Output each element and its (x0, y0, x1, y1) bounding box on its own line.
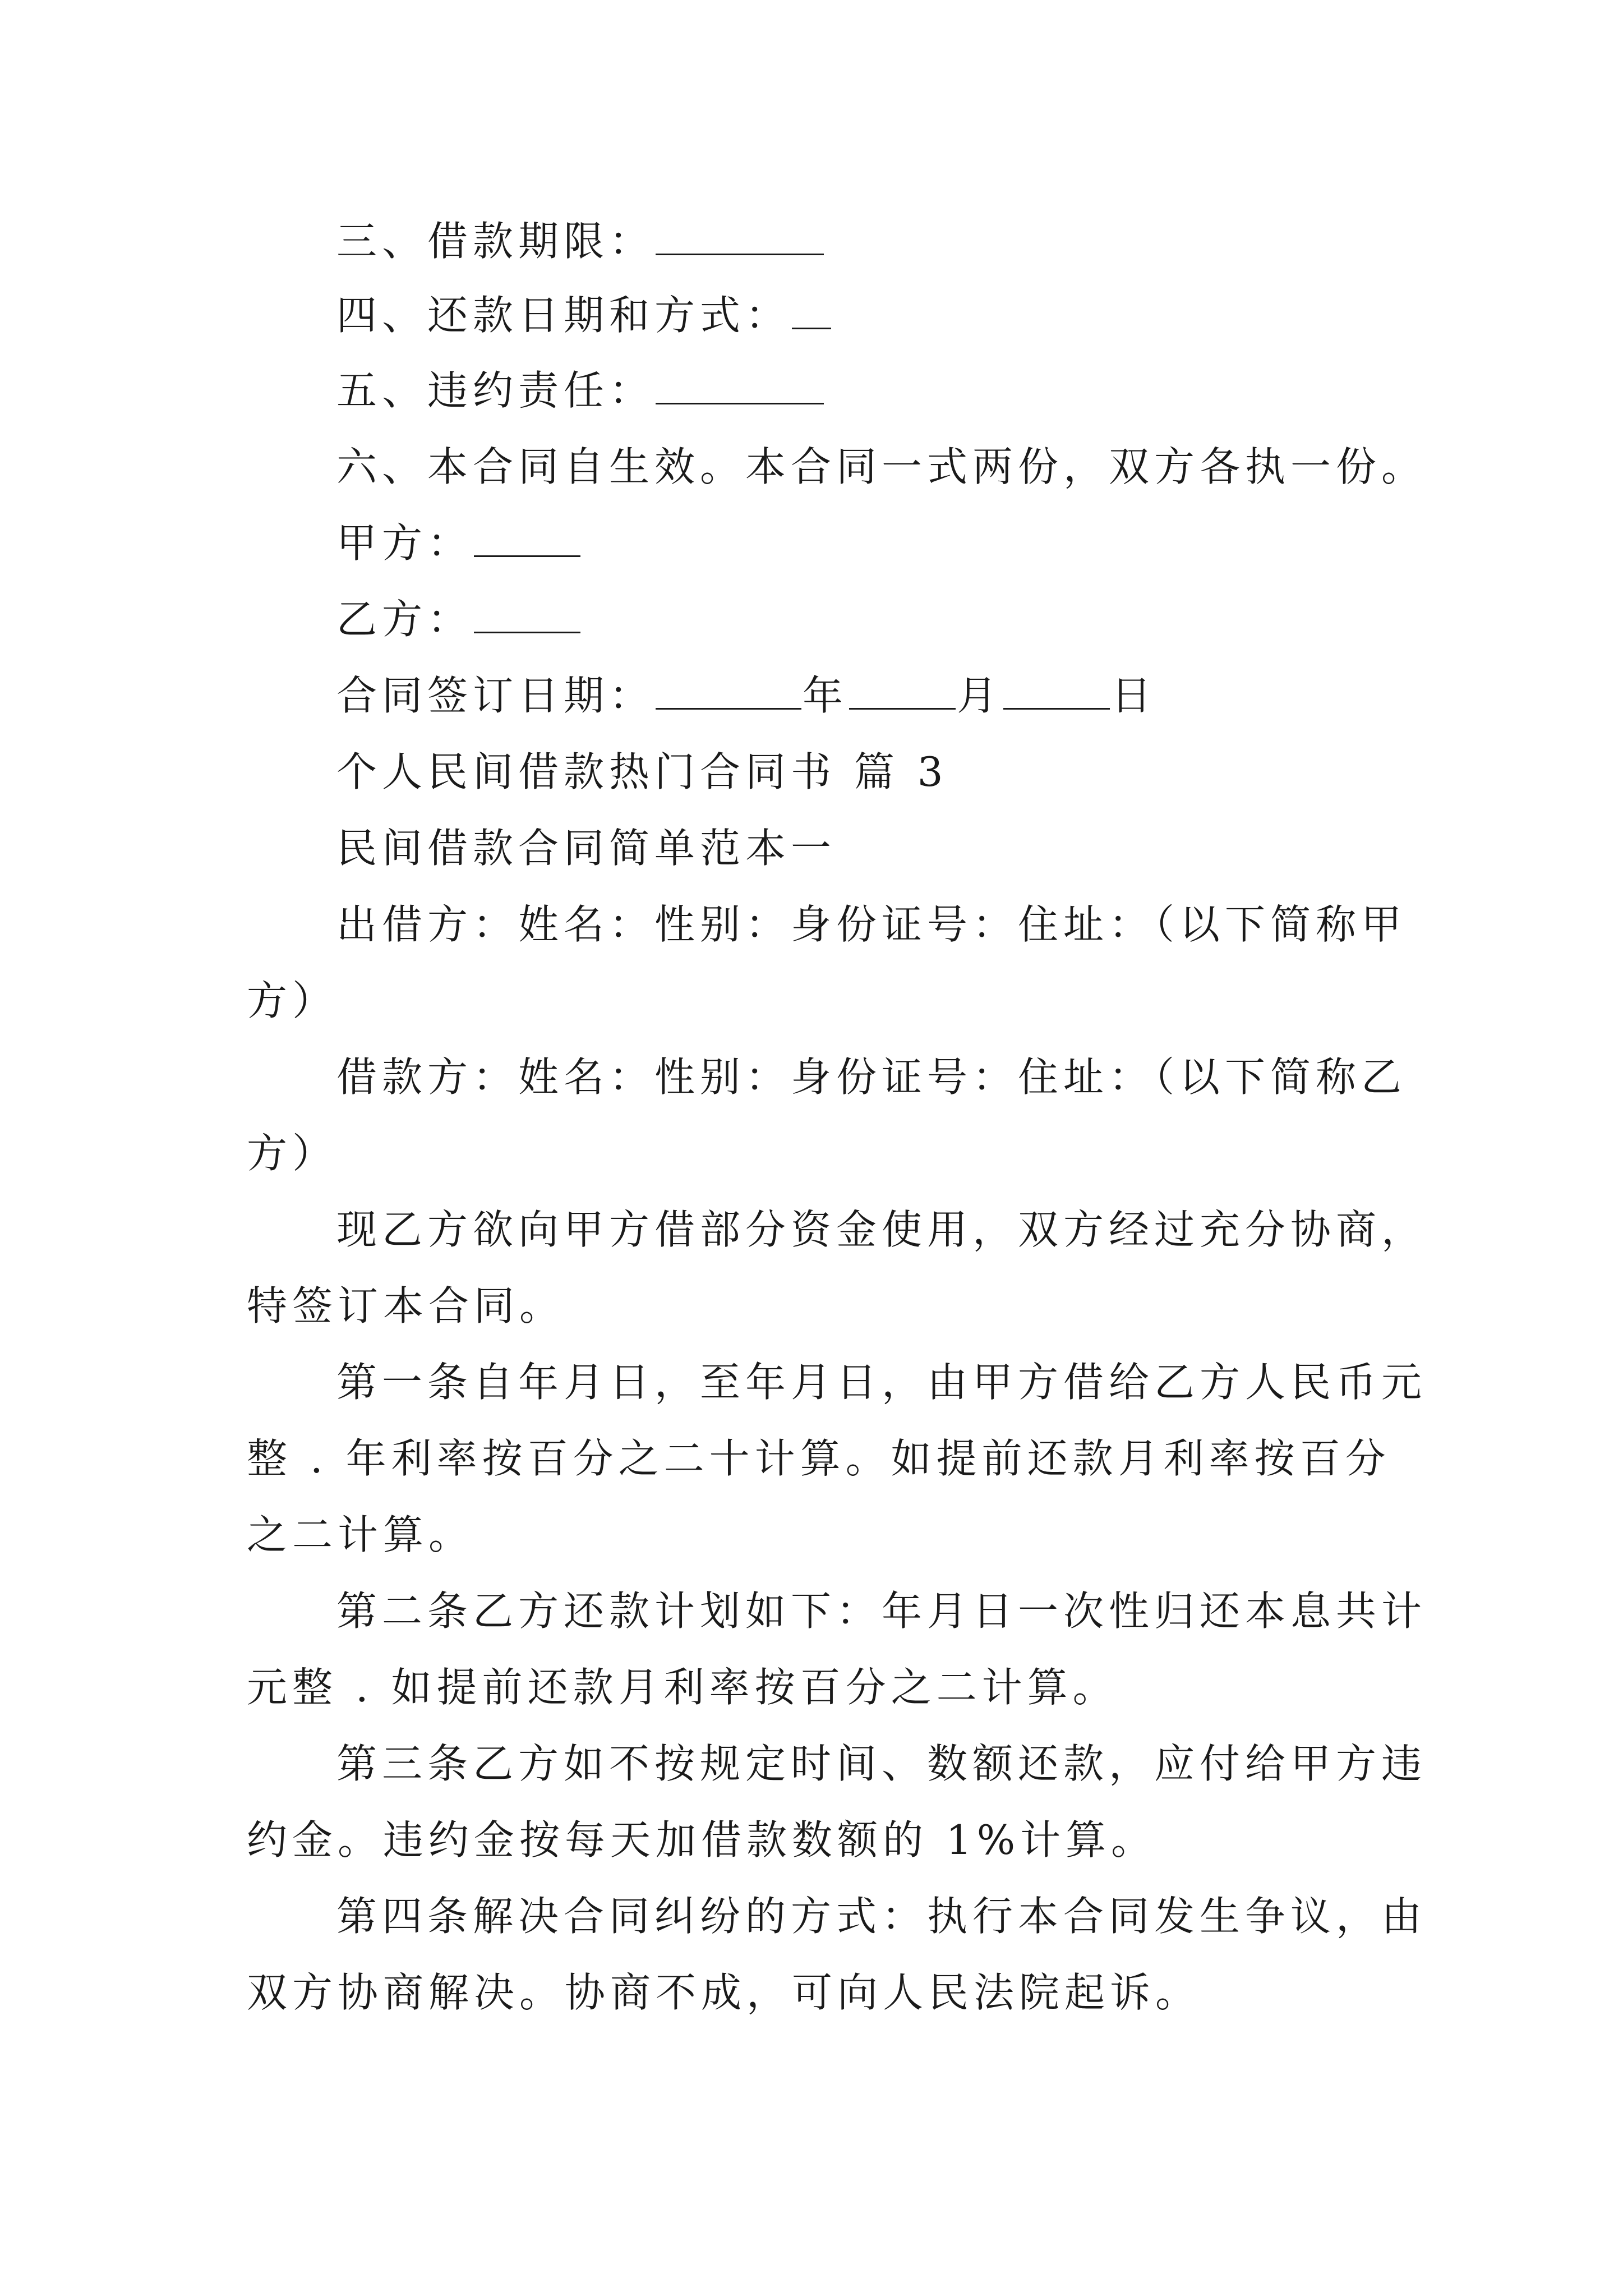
lender-line-1: 出借方：姓名：性别：身份证号：住址：（以下简称甲 (336, 901, 1407, 948)
party-b-label: 乙方： (336, 596, 473, 643)
party-a-blank (474, 518, 580, 557)
party-a-label: 甲方： (336, 519, 473, 567)
clause-loan-term (336, 213, 825, 269)
sign-date-label: 合同签订日期： (336, 672, 655, 719)
article-1-line-3: 之二计算。 (247, 1511, 474, 1558)
liability-blank (656, 366, 824, 404)
clause-effect: 六、本合同自生效。本合同一式两份，双方各执一份。 (336, 443, 1427, 490)
loan-term-blank (656, 217, 824, 255)
article-2-line-1: 第二条乙方还款计划如下：年月日一次性归还本息共计 (336, 1588, 1427, 1635)
clause-repayment-label: 四、还款日期和方式： (336, 292, 791, 339)
party-b-line (336, 591, 582, 647)
article-2-line-2: 元整 . 如提前还款月利率按百分之二计算。 (247, 1664, 1118, 1711)
article-4-line-2: 双方协商解决。协商不成，可向人民法院起诉。 (247, 1969, 1201, 2016)
year-blank (656, 671, 801, 710)
article-1-line-1: 第一条自年月日，至年月日，由甲方借给乙方人民币元 (336, 1359, 1427, 1406)
day-label: 日 (1111, 672, 1157, 719)
clause-liability (336, 362, 825, 418)
repayment-blank (792, 291, 831, 329)
borrower-line-1: 借款方：姓名：性别：身份证号：住址：（以下简称乙 (336, 1053, 1407, 1101)
sample-title: 民间借款合同简单范本一 (336, 825, 837, 872)
article-4-line-1: 第四条解决合同纠纷的方式：执行本合同发生争议，由 (336, 1893, 1427, 1940)
day-blank (1003, 671, 1110, 710)
article-3-line-1: 第三条乙方如不按规定时间、数额还款，应付给甲方违 (336, 1740, 1427, 1787)
article-1-line-2: 整 . 年利率按百分之二十计算。如提前还款月利率按百分 (247, 1435, 1391, 1482)
borrower-line-2: 方） (247, 1130, 338, 1177)
sign-date-line (336, 668, 1156, 724)
intro-line-1: 现乙方欲向甲方借部分资金使用，双方经过充分协商， (336, 1206, 1427, 1253)
month-blank (849, 671, 956, 710)
clause-repayment (336, 287, 832, 343)
party-a-line (336, 515, 582, 571)
section-heading: 个人民间借款热门合同书 篇 3 (336, 748, 948, 795)
lender-line-2: 方） (247, 977, 338, 1024)
clause-liability-label: 五、违约责任： (336, 367, 655, 414)
intro-line-2: 特签订本合同。 (247, 1282, 565, 1329)
article-3-line-2: 约金。违约金按每天加借款数额的 1%计算。 (247, 1816, 1157, 1864)
month-label: 月 (957, 672, 1003, 719)
clause-loan-term-label: 三、借款期限： (336, 218, 655, 265)
party-b-blank (474, 595, 580, 633)
year-label: 年 (803, 672, 849, 719)
